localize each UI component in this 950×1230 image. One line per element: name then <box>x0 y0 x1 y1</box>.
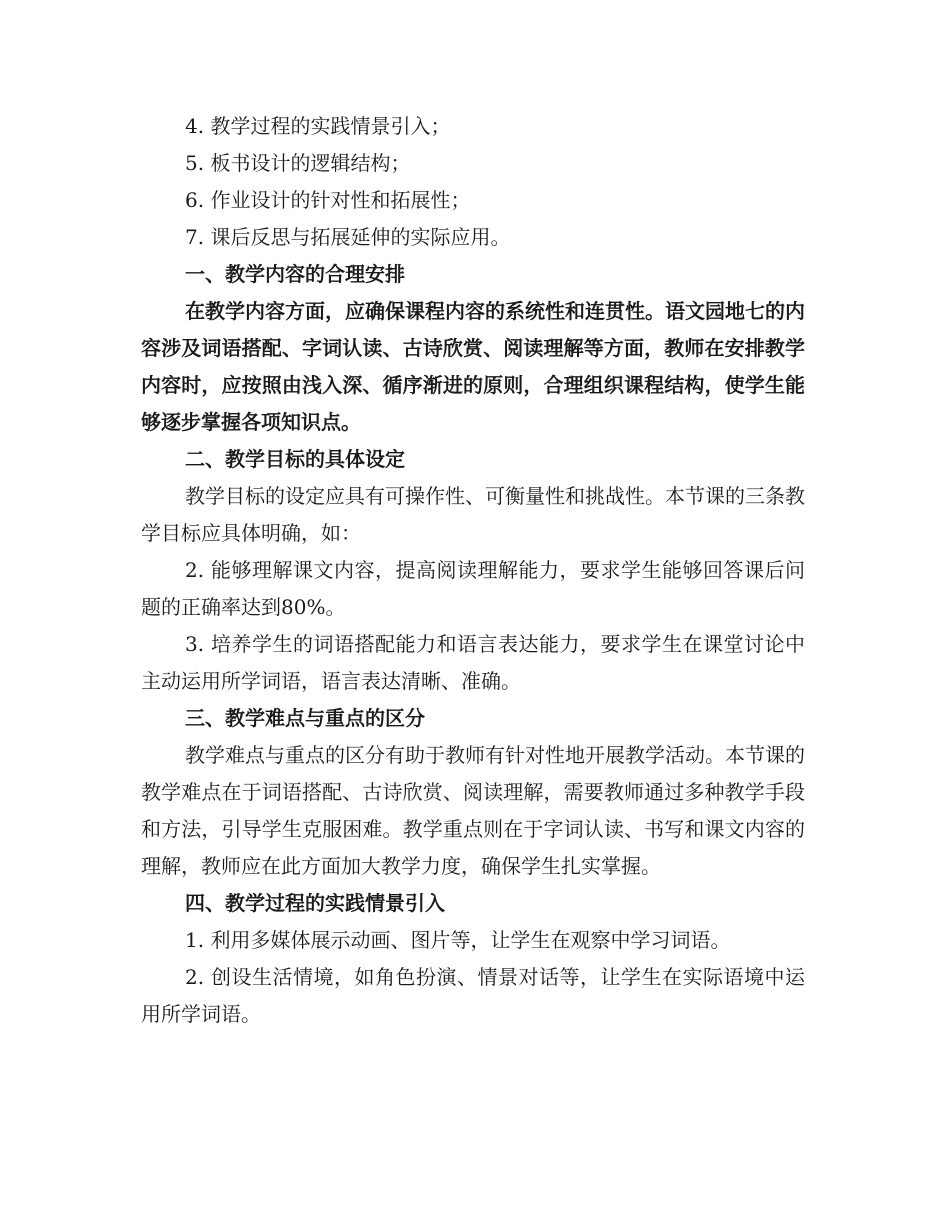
section-2-heading: 二、教学目标的具体设定 <box>185 447 405 471</box>
section-1-heading: 一、教学内容的合理安排 <box>185 262 405 286</box>
section-3-heading: 三、教学难点与重点的区分 <box>185 706 425 730</box>
list-item-5: 5. 板书设计的逻辑结构； <box>185 151 411 175</box>
list-item-7: 7. 课后反思与拓展延伸的实际应用。 <box>185 225 511 249</box>
list-item-6: 6. 作业设计的针对性和拓展性； <box>185 188 471 212</box>
list-item-4: 4. 教学过程的实践情景引入； <box>185 114 451 138</box>
section-4-item-2: 2. 创设生活情境，如角色扮演、情景对话等，让学生在实际语境中运用所学词语。 <box>141 965 805 1026</box>
section-3-body: 教学难点与重点的区分有助于教师有针对性地开展教学活动。本节课的教学难点在于词语搭配、古诗欣赏、阅读理解，需要教师通过多种教学手段和方法，引导学生克服困难。教学重点则在于字词认读、书写和课文内容的理解，教师应在此方面加大教学力度，确保学生扎实掌握。 <box>141 743 805 878</box>
document-page <box>141 108 805 1033</box>
section-2-item-2: 2. 能够理解课文内容，提高阅读理解能力，要求学生能够回答课后问题的正确率达到80%。 <box>141 558 805 619</box>
section-4-heading: 四、教学过程的实践情景引入 <box>185 891 445 915</box>
section-1-body: 在教学内容方面，应确保课程内容的系统性和连贯性。语文园地七的内容涉及词语搭配、字词认读、古诗欣赏、阅读理解等方面，教师在安排教学内容时，应按照由浅入深、循序渐进的原则，合理组织课程结构，使学生能够逐步掌握各项知识点。 <box>141 299 805 434</box>
section-2-item-3: 3. 培养学生的词语搭配能力和语言表达能力，要求学生在课堂讨论中主动运用所学词语，语言表达清晰、准确。 <box>141 632 805 693</box>
section-2-body: 教学目标的设定应具有可操作性、可衡量性和挑战性。本节课的三条教学目标应具体明确，如： <box>141 484 805 545</box>
section-4-item-1: 1. 利用多媒体展示动画、图片等，让学生在观察中学习词语。 <box>185 928 731 952</box>
